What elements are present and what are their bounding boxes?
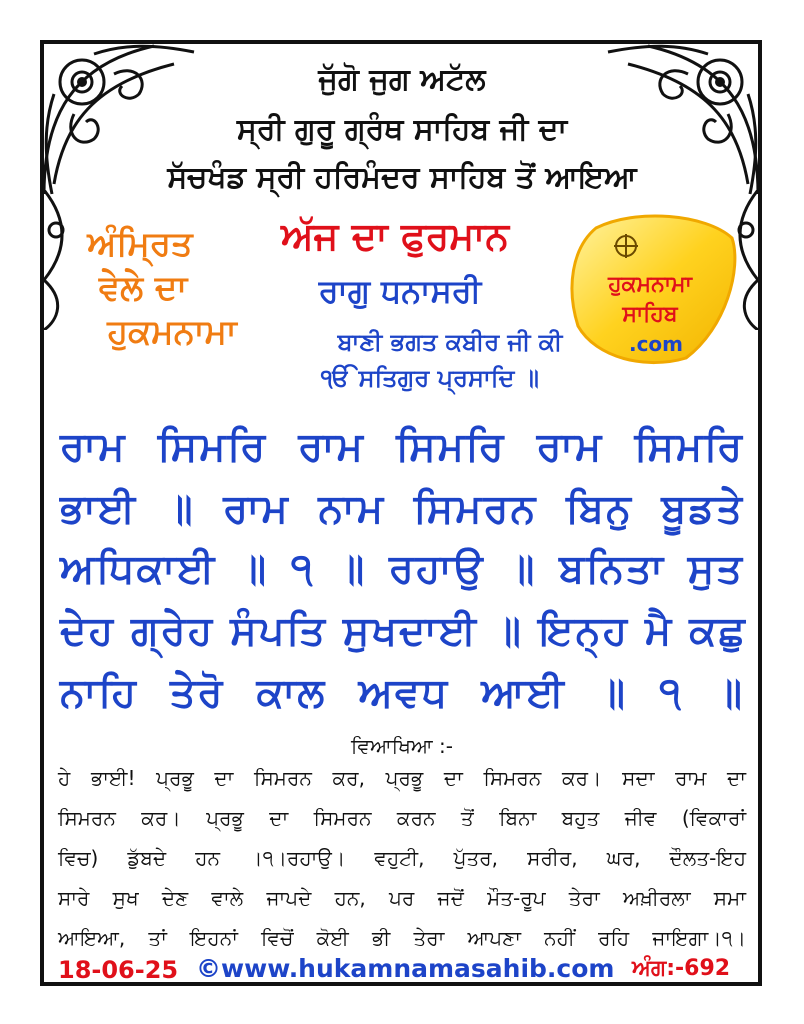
gurbani-line-1: ਰਾਮ ਸਿਮਰਿ ਰਾਮ ਸਿਮਰਿ ਰਾਮ ਸਿਮਰਿ xyxy=(60,424,744,470)
header-line-1: ਜੁੱਗੋ ਜੁਗ ਅਟੱਲ xyxy=(318,62,486,97)
bani-author: ਬਾਣੀ ਭਗਤ ਕਬੀਰ ਜੀ ਕੀ xyxy=(337,328,563,356)
hukamnama-sahib-logo xyxy=(566,208,742,368)
logo-text-line-2: ਸਾਹਿਬ xyxy=(622,302,678,327)
gurbani-line-2: ਭਾਈ ॥ ਰਾਮ ਨਾਮ ਸਿਮਰਨ ਬਿਨੁ ਬੂਡਤੇ xyxy=(60,486,744,532)
footer-ang-number: ਅੰਗ:-692 xyxy=(632,956,731,981)
gurbani-line-4: ਦੇਹ ਗ੍ਰੇਹ ਸੰਪਤਿ ਸੁਖਦਾਈ ॥ ਇਨ੍ਹ ਮੈ ਕਛੁ xyxy=(60,608,747,654)
vyakhya-line-5: ਆਇਆ, ਤਾਂ ਇਹਨਾਂ ਵਿਚੋਂ ਕੋਈ ਭੀ ਤੇਰਾ ਆਪਣਾ ਨਹੀਂ ਰਹਿ ਜਾਇਗਾ।੧। xyxy=(58,926,746,950)
logo-text-line-1: ਹੁਕਮਨਾਮਾ xyxy=(608,272,692,297)
footer-website-link[interactable]: ©www.hukamnamasahib.com xyxy=(196,954,615,983)
footer-date: 18-06-25 xyxy=(58,956,179,984)
logo-text-line-3: .com xyxy=(628,332,684,356)
amrit-vele-line-1: ਅੰਮ੍ਰਿਤ xyxy=(87,224,193,264)
vyakhya-heading: ਵਿਆਖਿਆ :- xyxy=(351,734,453,758)
vyakhya-line-3: ਵਿਚ) ਡੁੱਬਦੇ ਹਨ ।੧।ਰਹਾਉ। ਵਹੁਟੀ, ਪੁੱਤਰ, ਸਰੀਰ, ਘਰ, ਦੌਲਤ-ਇਹ xyxy=(58,846,746,870)
farman-title: ਅੱਜ ਦਾ ਫੁਰਮਾਨ xyxy=(281,214,509,258)
gurbani-line-3: ਅਧਿਕਾਈ ॥ ੧ ॥ ਰਹਾਉ ॥ ਬਨਿਤਾ ਸੁਤ xyxy=(60,546,744,592)
header-line-3: ਸੱਚਖੰਡ ਸ੍ਰੀ ਹਰਿਮੰਦਰ ਸਾਹਿਬ ਤੋਂ ਆਇਆ xyxy=(167,160,637,195)
raag-title: ਰਾਗੁ ਧਨਾਸਰੀ xyxy=(318,272,482,310)
amrit-vele-line-2: ਵੇਲੇ ਦਾ xyxy=(98,268,188,308)
vyakhya-line-4: ਸਾਰੇ ਸੁਖ ਦੇਣ ਵਾਲੇ ਜਾਪਦੇ ਹਨ, ਪਰ ਜਦੋਂ ਮੌਤ-ਰੂਪ ਤੇਰਾ ਅਖ਼ੀਰਲਾ ਸਮਾ xyxy=(58,886,746,910)
vyakhya-line-1: ਹੇ ਭਾਈ! ਪ੍ਰਭੂ ਦਾ ਸਿਮਰਨ ਕਰ, ਪ੍ਰਭੂ ਦਾ ਸਿਮਰਨ ਕਰ। ਸਦਾ ਰਾਮ ਦਾ xyxy=(58,766,746,790)
gurbani-line-5: ਨਾਹਿ ਤੇਰੋ ਕਾਲ ਅਵਧ ਆਈ ॥ ੧ ॥ xyxy=(60,670,744,716)
amrit-vele-line-3: ਹੁਕਮਨਾਮਾ xyxy=(107,312,237,352)
ikonkar-line: ੴ ਸਤਿਗੁਰ ਪ੍ਰਸਾਦਿ ॥ xyxy=(321,364,539,392)
vyakhya-line-2: ਸਿਮਰਨ ਕਰ। ਪ੍ਰਭੂ ਦਾ ਸਿਮਰਨ ਕਰਨ ਤੋਂ ਬਿਨਾ ਬਹੁਤ ਜੀਵ (ਵਿਕਾਰਾਂ xyxy=(58,806,746,830)
header-line-2: ਸ੍ਰੀ ਗੁਰੂ ਗ੍ਰੰਥ ਸਾਹਿਬ ਜੀ ਦਾ xyxy=(236,112,568,147)
